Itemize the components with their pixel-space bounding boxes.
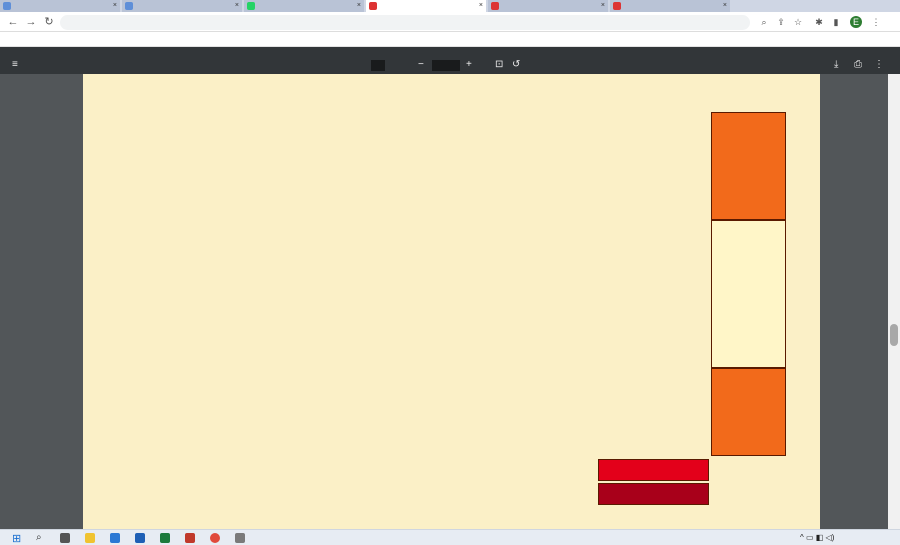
close-icon[interactable]: × [234,2,239,9]
forward-icon[interactable]: → [25,16,37,28]
more-options-icon[interactable]: ⋮ [874,59,884,70]
avatar[interactable]: E [850,16,862,28]
close-icon[interactable]: × [356,2,361,9]
browser-tab[interactable] [244,0,364,12]
browser-tab[interactable] [122,0,242,12]
sidebar-icon[interactable]: ▮ [833,17,839,27]
impact-label [711,368,786,456]
scrollbar-thumb[interactable] [890,324,898,346]
impact-label [711,220,786,368]
fit-page-icon[interactable]: ⊡ [495,59,504,70]
tab-favicon-icon [613,2,621,10]
bookmark-star-icon[interactable]: ☆ [793,17,803,27]
file-explorer-icon[interactable] [85,533,95,543]
extensions-icon[interactable]: ✱ [815,17,823,27]
close-icon[interactable]: × [722,2,727,9]
tab-strip [0,0,900,12]
pdf-page [83,74,820,534]
app-icon[interactable] [235,533,245,543]
windows-taskbar [0,529,900,545]
zoom-level-input[interactable] [432,60,460,71]
back-icon[interactable]: ← [7,16,19,28]
browser-tab[interactable] [366,0,486,12]
url-input[interactable] [60,15,750,30]
download-icon[interactable]: ⤓ [834,59,839,70]
pdf-viewer [0,74,900,529]
menu-kebab-icon[interactable]: ⋮ [871,17,881,27]
windows-start-icon[interactable]: ⊞ [12,533,22,545]
close-icon[interactable]: × [112,2,117,9]
zoom-icon[interactable]: ⌕ [761,17,767,27]
impact-label [711,112,786,220]
word-icon[interactable] [135,533,145,543]
scrollbar[interactable] [888,74,900,529]
zoom-in-icon[interactable]: + [466,59,472,70]
tab-favicon-icon [369,2,377,10]
print-icon[interactable]: ⎙ [854,59,862,70]
tab-favicon-icon [3,2,11,10]
page-number-input[interactable] [371,60,385,71]
reload-icon[interactable]: ↻ [44,16,54,28]
deficit-value [598,483,709,505]
close-icon[interactable]: × [478,2,483,9]
total-value [598,459,709,481]
share-icon[interactable]: ⇪ [777,17,785,27]
chrome-icon[interactable] [210,533,220,543]
browser-tab[interactable] [0,0,120,12]
menu-icon[interactable]: ≡ [12,59,18,70]
pdf-reader-icon[interactable] [185,533,195,543]
tab-favicon-icon [491,2,499,10]
browser-tab[interactable] [488,0,608,12]
rotate-icon[interactable]: ↺ [512,59,521,70]
excel-icon[interactable] [160,533,170,543]
tray-icons[interactable]: ^ ▭ ◧ ◁) [800,533,835,542]
tab-favicon-icon [125,2,133,10]
close-icon[interactable]: × [600,2,605,9]
outlook-icon[interactable] [110,533,120,543]
address-bar-row [0,12,900,32]
browser-tab[interactable] [610,0,730,12]
tab-favicon-icon [247,2,255,10]
zoom-out-icon[interactable]: − [418,59,424,70]
pdf-toolbar [0,56,900,74]
bookmarks-bar [0,32,900,47]
task-view-icon[interactable] [60,533,70,543]
search-icon[interactable]: ⌕ [36,532,42,543]
